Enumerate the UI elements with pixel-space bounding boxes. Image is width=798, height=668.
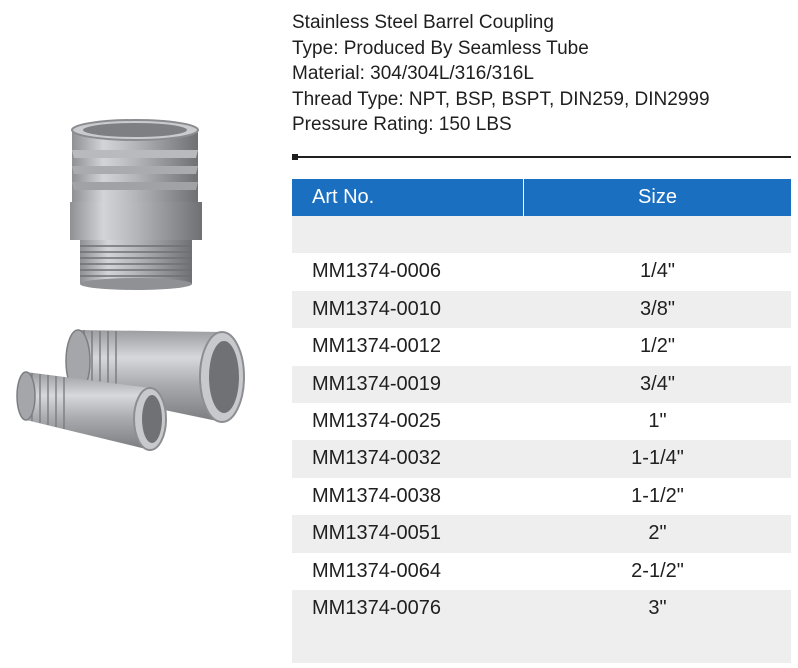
spec-thread-type: Thread Type: NPT, BSP, BSPT, DIN259, DIN2999	[292, 88, 710, 110]
cell-size: 1/4"	[640, 260, 675, 283]
size-table	[292, 179, 791, 663]
cell-size: 2"	[648, 522, 667, 545]
table-row	[292, 590, 791, 627]
cell-size: 1-1/2"	[631, 484, 684, 507]
table-row	[292, 403, 791, 440]
cell-size: 1/2"	[640, 335, 675, 358]
cell-art-no: MM1374-0025	[312, 409, 441, 432]
cell-art-no: MM1374-0019	[312, 372, 441, 395]
table-row	[292, 478, 791, 515]
cell-art-no: MM1374-0076	[312, 596, 441, 619]
spec-type: Type: Produced By Seamless Tube	[292, 37, 589, 59]
cell-size: 3/4"	[640, 372, 675, 395]
upright-coupling-image	[70, 120, 202, 290]
divider-line	[298, 156, 791, 158]
table-row	[292, 328, 791, 365]
table-header	[292, 179, 791, 216]
cell-art-no: MM1374-0051	[312, 522, 441, 545]
table-row	[292, 253, 791, 290]
table-row	[292, 515, 791, 552]
product-title: Stainless Steel Barrel Coupling	[292, 12, 554, 33]
header-art-no: Art No.	[292, 179, 524, 216]
cell-art-no: MM1374-0010	[312, 297, 441, 320]
table-row	[292, 366, 791, 403]
table-row	[292, 553, 791, 590]
cell-size: 1"	[648, 409, 667, 432]
table-footer-row	[292, 627, 791, 663]
cell-art-no: MM1374-0012	[312, 335, 441, 358]
cell-art-no: MM1374-0032	[312, 447, 441, 470]
header-size: Size	[638, 186, 677, 208]
table-row	[292, 440, 791, 477]
cell-art-no: MM1374-0038	[312, 484, 441, 507]
spec-block	[292, 10, 792, 138]
spec-material: Material: 304/304L/316/316L	[292, 63, 534, 84]
table-row	[292, 291, 791, 328]
divider-rule	[292, 153, 791, 161]
cell-size: 2-1/2"	[631, 559, 684, 582]
cell-art-no: MM1374-0064	[312, 559, 441, 582]
product-photo	[0, 0, 280, 668]
table-spacer-row	[292, 216, 791, 253]
cell-size: 1-1/4"	[631, 447, 684, 470]
spec-pressure-rating: Pressure Rating: 150 LBS	[292, 114, 512, 135]
cell-size: 3"	[648, 596, 667, 619]
cell-size: 3/8"	[640, 297, 675, 320]
cell-art-no: MM1374-0006	[312, 260, 441, 283]
